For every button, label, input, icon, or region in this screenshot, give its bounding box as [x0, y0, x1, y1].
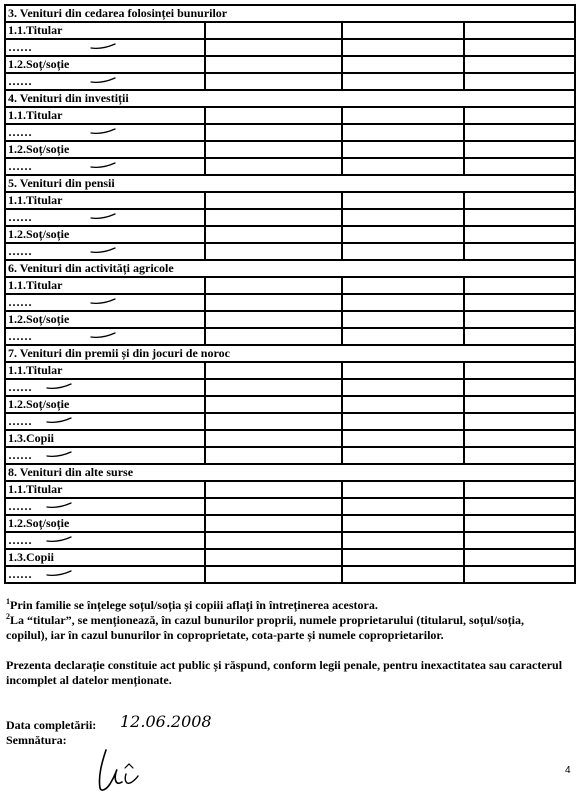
row-placeholder-label [5, 73, 205, 90]
table-row [5, 549, 575, 566]
row-label [5, 481, 205, 498]
handwritten-dash-mark [90, 213, 116, 220]
empty-value-cell [464, 192, 575, 209]
empty-value-cell [464, 515, 575, 532]
row-label [5, 515, 205, 532]
empty-value-cell [342, 532, 463, 549]
table-row [5, 498, 575, 515]
footnote-2-text: La “titular”, se menționează, în cazul bunurilor proprii, numele proprietarului (titularul, soțul/soția, copilul), iar în cazul bunurilor în coproprietate, cota-parte și numele coproprietarilor. [6, 613, 525, 642]
row-placeholder-label [5, 328, 205, 345]
row-label [5, 192, 205, 209]
empty-value-cell [464, 396, 575, 413]
row-placeholder-label [5, 243, 205, 260]
table-row [5, 243, 575, 260]
table-row [5, 277, 575, 294]
footnote-2 [6, 613, 566, 643]
row-label-text: …… [8, 414, 32, 428]
row-label-text: …… [8, 567, 32, 581]
row-placeholder-label [5, 566, 205, 583]
section-header-row [5, 90, 575, 107]
empty-value-cell [464, 107, 575, 124]
row-placeholder-label [5, 413, 205, 430]
empty-value-cell [205, 209, 342, 226]
empty-value-cell [342, 39, 463, 56]
row-label [5, 362, 205, 379]
empty-value-cell [342, 328, 463, 345]
table-row [5, 39, 575, 56]
table-row [5, 362, 575, 379]
empty-value-cell [205, 158, 342, 175]
empty-value-cell [464, 141, 575, 158]
handwritten-signature [92, 742, 152, 796]
empty-value-cell [205, 362, 342, 379]
row-label-text: …… [8, 74, 32, 88]
table-row [5, 22, 575, 39]
handwritten-dash-mark [46, 451, 72, 458]
row-placeholder-label [5, 39, 205, 56]
section-header-row [5, 464, 575, 481]
row-label-text: 1.3.Copii [8, 431, 55, 445]
row-label [5, 56, 205, 73]
table-row [5, 107, 575, 124]
row-label [5, 396, 205, 413]
empty-value-cell [464, 498, 575, 515]
empty-value-cell [342, 549, 463, 566]
empty-value-cell [464, 328, 575, 345]
section-header-row [5, 345, 575, 362]
row-label-text: 1.1.Titular [8, 363, 63, 377]
table-row [5, 56, 575, 73]
table-row [5, 294, 575, 311]
table-row [5, 447, 575, 464]
empty-value-cell [342, 413, 463, 430]
empty-value-cell [342, 566, 463, 583]
row-placeholder-label [5, 447, 205, 464]
empty-value-cell [205, 73, 342, 90]
row-label-text: …… [8, 448, 32, 462]
page-number: 4 [565, 765, 571, 776]
empty-value-cell [342, 362, 463, 379]
empty-value-cell [464, 56, 575, 73]
empty-value-cell [342, 294, 463, 311]
section-title: 8. Venituri din alte surse [5, 464, 575, 481]
handwritten-dash-mark [90, 247, 116, 254]
empty-value-cell [205, 549, 342, 566]
declaration-text: Prezenta declarație constituie act public și răspund, conform legii penale, pentru inexactitatea sau caracterul incomplet al datelor menționate. [6, 658, 563, 687]
table-row [5, 515, 575, 532]
row-placeholder-label [5, 294, 205, 311]
empty-value-cell [342, 498, 463, 515]
empty-value-cell [205, 566, 342, 583]
empty-value-cell [342, 430, 463, 447]
row-label-text: 1.2.Soț/soție [8, 312, 70, 326]
handwritten-dash-mark [46, 570, 72, 577]
table-row [5, 379, 575, 396]
handwritten-dash-mark [46, 502, 72, 509]
empty-value-cell [342, 192, 463, 209]
signature-label: Semnătura: [6, 733, 67, 747]
row-placeholder-label [5, 158, 205, 175]
empty-value-cell [205, 311, 342, 328]
empty-value-cell [205, 294, 342, 311]
empty-value-cell [205, 447, 342, 464]
footnote-1-text: Prin familie se înțelege soțul/soția și copiii aflați în întreținerea acestora. [10, 598, 378, 612]
empty-value-cell [464, 430, 575, 447]
handwritten-dash-mark [90, 298, 116, 305]
empty-value-cell [464, 243, 575, 260]
table-row [5, 226, 575, 243]
footnote-2-marker: 2 [6, 612, 10, 621]
empty-value-cell [464, 158, 575, 175]
handwritten-dash-mark [46, 383, 72, 390]
empty-value-cell [464, 566, 575, 583]
table-row [5, 209, 575, 226]
empty-value-cell [205, 56, 342, 73]
table-row [5, 430, 575, 447]
empty-value-cell [342, 515, 463, 532]
section-title: 7. Venituri din premii și din jocuri de noroc [5, 345, 575, 362]
handwritten-dash-mark [46, 536, 72, 543]
row-label [5, 277, 205, 294]
row-label-text: …… [8, 125, 32, 139]
row-label-text: 1.2.Soț/soție [8, 227, 70, 241]
income-table [4, 4, 576, 584]
empty-value-cell [205, 515, 342, 532]
empty-value-cell [464, 362, 575, 379]
row-label-text: 1.1.Titular [8, 23, 63, 37]
empty-value-cell [342, 124, 463, 141]
table-row [5, 413, 575, 430]
empty-value-cell [205, 226, 342, 243]
row-label [5, 226, 205, 243]
handwritten-dash-mark [46, 417, 72, 424]
empty-value-cell [464, 209, 575, 226]
row-label [5, 22, 205, 39]
handwritten-dash-mark [90, 43, 116, 50]
empty-value-cell [342, 73, 463, 90]
row-label-text: …… [8, 380, 32, 394]
empty-value-cell [464, 226, 575, 243]
row-placeholder-label [5, 379, 205, 396]
row-label-text: …… [8, 329, 32, 343]
handwritten-dash-mark [90, 162, 116, 169]
row-label [5, 549, 205, 566]
table-row [5, 532, 575, 549]
section-header-row [5, 260, 575, 277]
empty-value-cell [342, 56, 463, 73]
empty-value-cell [205, 124, 342, 141]
row-label-text: …… [8, 40, 32, 54]
empty-value-cell [205, 107, 342, 124]
empty-value-cell [342, 311, 463, 328]
empty-value-cell [464, 532, 575, 549]
table-row [5, 158, 575, 175]
empty-value-cell [342, 141, 463, 158]
empty-value-cell [205, 328, 342, 345]
section-title: 5. Venituri din pensii [5, 175, 575, 192]
row-label-text: 1.2.Soț/soție [8, 397, 70, 411]
table-row [5, 396, 575, 413]
empty-value-cell [205, 277, 342, 294]
table-row [5, 124, 575, 141]
row-label-text: …… [8, 499, 32, 513]
handwritten-dash-mark [90, 332, 116, 339]
empty-value-cell [464, 39, 575, 56]
table-row [5, 192, 575, 209]
row-label [5, 107, 205, 124]
empty-value-cell [205, 192, 342, 209]
empty-value-cell [205, 379, 342, 396]
row-label [5, 311, 205, 328]
row-label-text: 1.2.Soț/soție [8, 57, 70, 71]
empty-value-cell [342, 481, 463, 498]
row-label-text: 1.2.Soț/soție [8, 142, 70, 156]
empty-value-cell [464, 549, 575, 566]
empty-value-cell [205, 413, 342, 430]
handwritten-dash-mark [90, 77, 116, 84]
row-label [5, 430, 205, 447]
table-row [5, 566, 575, 583]
row-label-text: …… [8, 295, 32, 309]
row-label-text: …… [8, 244, 32, 258]
empty-value-cell [464, 379, 575, 396]
empty-value-cell [205, 39, 342, 56]
empty-value-cell [205, 481, 342, 498]
empty-value-cell [464, 277, 575, 294]
section-title: 3. Venituri din cedarea folosinței bunurilor [5, 5, 575, 22]
row-label-text: …… [8, 533, 32, 547]
empty-value-cell [342, 379, 463, 396]
row-label-text: 1.1.Titular [8, 193, 63, 207]
row-label-text: 1.1.Titular [8, 278, 63, 292]
row-label-text: 1.3.Copii [8, 550, 55, 564]
empty-value-cell [342, 107, 463, 124]
empty-value-cell [342, 22, 463, 39]
table-row [5, 141, 575, 158]
empty-value-cell [205, 22, 342, 39]
row-label-text: 1.2.Soț/soție [8, 516, 70, 530]
empty-value-cell [205, 396, 342, 413]
row-placeholder-label [5, 124, 205, 141]
empty-value-cell [464, 22, 575, 39]
empty-value-cell [205, 430, 342, 447]
date-label: Data completării: [6, 718, 97, 732]
section-header-row [5, 5, 575, 22]
date-value: 12.06.2008 [120, 712, 212, 731]
row-label-text: 1.1.Titular [8, 108, 63, 122]
empty-value-cell [205, 532, 342, 549]
table-row [5, 481, 575, 498]
empty-value-cell [464, 73, 575, 90]
empty-value-cell [342, 396, 463, 413]
empty-value-cell [205, 141, 342, 158]
section-title: 4. Venituri din investiții [5, 90, 575, 107]
empty-value-cell [205, 498, 342, 515]
empty-value-cell [342, 447, 463, 464]
empty-value-cell [342, 243, 463, 260]
row-label-text: …… [8, 159, 32, 173]
empty-value-cell [342, 277, 463, 294]
row-placeholder-label [5, 498, 205, 515]
table-row [5, 73, 575, 90]
footnote-1 [6, 598, 566, 613]
empty-value-cell [342, 158, 463, 175]
row-placeholder-label [5, 532, 205, 549]
empty-value-cell [464, 413, 575, 430]
empty-value-cell [464, 311, 575, 328]
empty-value-cell [464, 124, 575, 141]
empty-value-cell [464, 294, 575, 311]
empty-value-cell [342, 209, 463, 226]
table-row [5, 328, 575, 345]
empty-value-cell [205, 243, 342, 260]
footnote-1-marker: 1 [6, 597, 10, 606]
table-row [5, 311, 575, 328]
handwritten-dash-mark [90, 128, 116, 135]
row-label [5, 141, 205, 158]
section-header-row [5, 175, 575, 192]
empty-value-cell [464, 481, 575, 498]
row-label-text: …… [8, 210, 32, 224]
row-label-text: 1.1.Titular [8, 482, 63, 496]
footnotes [6, 598, 566, 643]
row-placeholder-label [5, 209, 205, 226]
empty-value-cell [464, 447, 575, 464]
section-title: 6. Venituri din activități agricole [5, 260, 575, 277]
empty-value-cell [342, 226, 463, 243]
